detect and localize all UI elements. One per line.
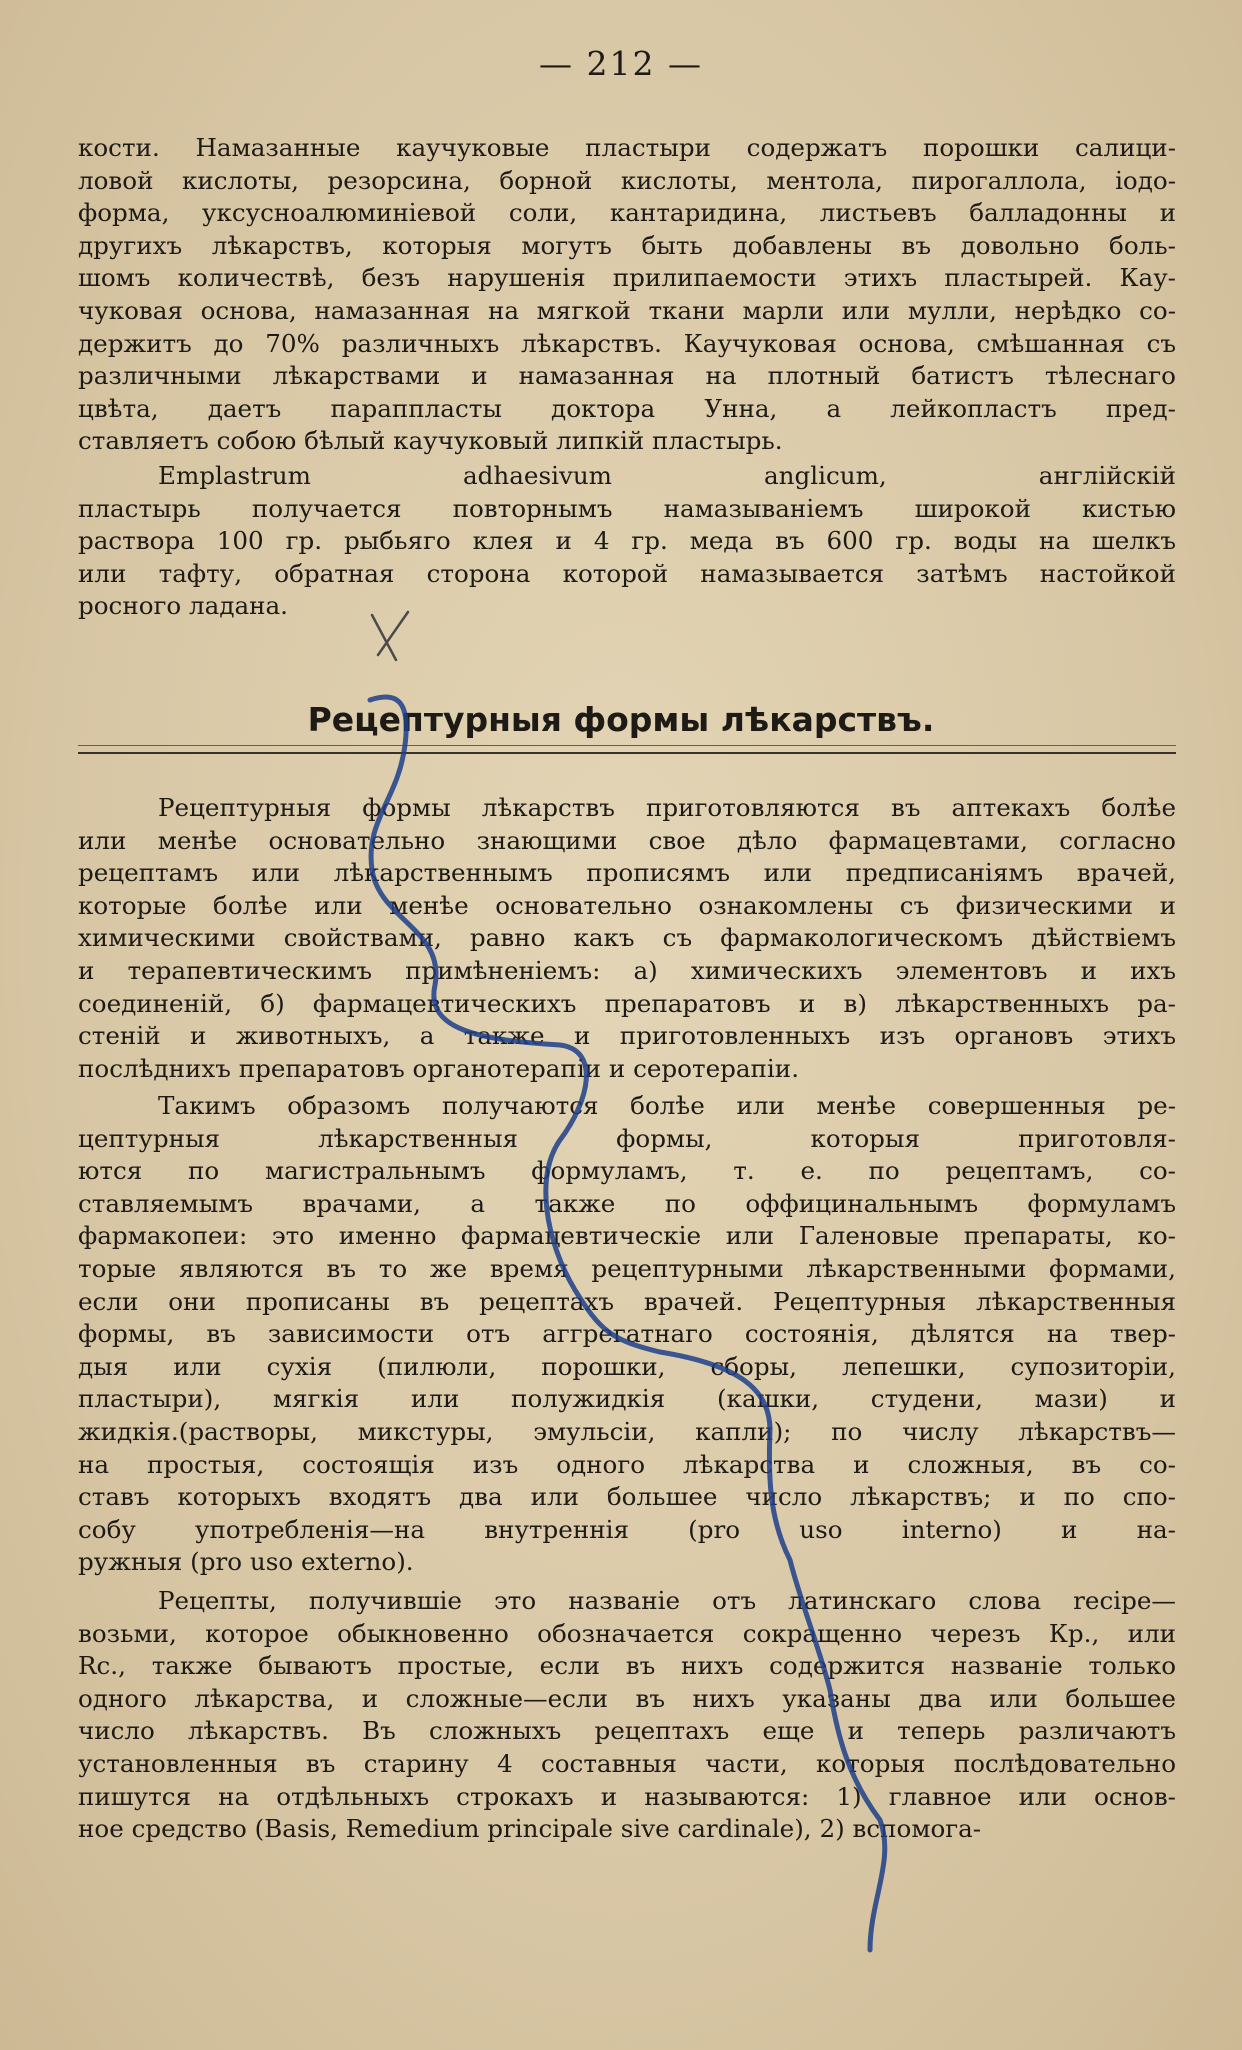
text-line: стеній и животныхъ, а также и приготовленныхъ изъ органовъ этихъ <box>78 1021 1176 1051</box>
text-line: пишутся на отдѣльныхъ строкахъ и называются: 1) главное или основ- <box>78 1781 1176 1811</box>
text-line: Rc., также бываютъ простые, если въ нихъ содержится названіе только <box>78 1651 1176 1681</box>
blue-pen-stroke <box>370 697 885 1950</box>
text-line: или менѣе основательно знающими свое дѣло фармацевтами, согласно <box>78 825 1176 855</box>
text-line: кости. Намазанные каучуковые пластыри содержатъ порошки салици- <box>78 133 1176 162</box>
text-line: пластырь получается повторнымъ намазываніемъ широкой кистью <box>78 493 1176 523</box>
text-line: Рецепты, получившіе это названіе отъ латинскаго слова recipe— <box>158 1586 1176 1615</box>
text-line: установленныя въ старину 4 составныя части, которыя послѣдовательно <box>78 1748 1176 1778</box>
text-line: число лѣкарствъ. Въ сложныхъ рецептахъ еще и теперь различаютъ <box>78 1716 1176 1746</box>
text-line: чуковая основа, намазанная на мягкой ткани марли или мулли, нерѣдко со- <box>78 295 1176 325</box>
text-line: держитъ до 70% различныхъ лѣкарствъ. Каучуковая основа, смѣшанная съ <box>78 328 1176 358</box>
text-line: торые являются въ то же время рецептурными лѣкарственными формами, <box>78 1253 1176 1283</box>
text-line: собу употребленія—на внутреннія (pro uso interno) и на- <box>78 1514 1176 1544</box>
text-line: одного лѣкарства, и сложные—если въ нихъ указаны два или большее <box>78 1683 1176 1713</box>
text-line: Такимъ образомъ получаются болѣе или менѣе совершенныя ре- <box>158 1091 1176 1120</box>
text-line: дыя или сухія (пилюли, порошки, сборы, лепешки, супозиторіи, <box>78 1351 1176 1381</box>
text-line: возьми, которое обыкновенно обозначается сокращенно черезъ Кр., или <box>78 1618 1176 1648</box>
text-line: соединеній, б) фармацевтическихъ препаратовъ и в) лѣкарственныхъ ра- <box>78 988 1176 1018</box>
text-line: ное средство (Basis, Remedium principale sive cardinale), 2) вспомога- <box>78 1814 982 1844</box>
page-number: — 212 — <box>539 44 703 83</box>
text-line: ются по магистральнымъ формуламъ, т. е. по рецептамъ, со- <box>78 1156 1176 1186</box>
text-line: форма, уксусноалюминіевой соли, кантаридина, листьевъ балладонны и <box>78 198 1176 228</box>
text-line: росного ладана. <box>78 591 288 621</box>
text-line: жидкія.(растворы, микстуры, эмульсіи, капли); по числу лѣкарствъ— <box>78 1416 1176 1446</box>
text-line: и терапевтическимъ примѣненіемъ: а) химическихъ элементовъ и ихъ <box>78 955 1176 985</box>
text-line: цвѣта, даетъ параппласты доктора Унна, а лейкопластъ пред- <box>78 393 1176 423</box>
text-line: ставляемымъ врачами, а также по оффицинальнымъ формуламъ <box>78 1188 1176 1218</box>
text-line: послѣднихъ препаратовъ органотерапіи и серотерапіи. <box>78 1053 800 1083</box>
text-line: другихъ лѣкарствъ, которыя могутъ быть добавлены въ довольно боль- <box>78 230 1176 260</box>
text-line: различными лѣкарствами и намазанная на плотный батистъ тѣлеснаго <box>78 361 1176 391</box>
text-line: которые болѣе или менѣе основательно ознакомлены съ физическими и <box>78 890 1176 920</box>
text-line: или тафту, обратная сторона которой намазывается затѣмъ настойкой <box>78 558 1176 588</box>
text-line: раствора 100 гр. рыбьяго клея и 4 гр. меда въ 600 гр. воды на шелкъ <box>78 526 1176 556</box>
text-line: Рецептурныя формы лѣкарствъ приготовляются въ аптекахъ болѣе <box>158 793 1176 822</box>
text-line: цептурныя лѣкарственныя формы, которыя приготовля- <box>78 1123 1176 1153</box>
text-line: химическими свойствами, равно какъ съ фармакологическомъ дѣйствіемъ <box>78 923 1176 953</box>
text-line: ловой кислоты, резорсина, борной кислоты, ментола, пирогаллола, іодо- <box>78 165 1176 195</box>
text-line: на простыя, состоящія изъ одного лѣкарства и сложныя, въ со- <box>78 1449 1176 1479</box>
text-line: ставляетъ собою бѣлый каучуковый липкій пластырь. <box>78 426 783 456</box>
margin-x-mark <box>372 612 408 660</box>
text-line: рецептамъ или лѣкарственнымъ прописямъ или предписаніямъ врачей, <box>78 858 1176 888</box>
section-heading: Рецептурныя формы лѣкарствъ. <box>307 700 935 739</box>
text-line: Emplastrum adhaesivum anglicum, англійскій <box>158 461 1176 490</box>
text-line: если они прописаны въ рецептахъ врачей. Рецептурныя лѣкарственныя <box>78 1286 1176 1316</box>
text-line: ружныя (pro uso externo). <box>78 1547 414 1577</box>
text-line: шомъ количествѣ, безъ нарушенія прилипаемости этихъ пластырей. Кау- <box>78 263 1176 293</box>
text-line: ставъ которыхъ входятъ два или большее число лѣкарствъ; и по спо- <box>78 1482 1176 1512</box>
text-line: пластыри), мягкія или полужидкія (кашки, студени, мази) и <box>78 1384 1176 1414</box>
text-line: формы, въ зависимости отъ аггрегатнаго состоянія, дѣлятся на твер- <box>78 1319 1176 1349</box>
text-line: фармакопеи: это именно фармацевтическіе или Галеновые препараты, ко- <box>78 1221 1176 1251</box>
